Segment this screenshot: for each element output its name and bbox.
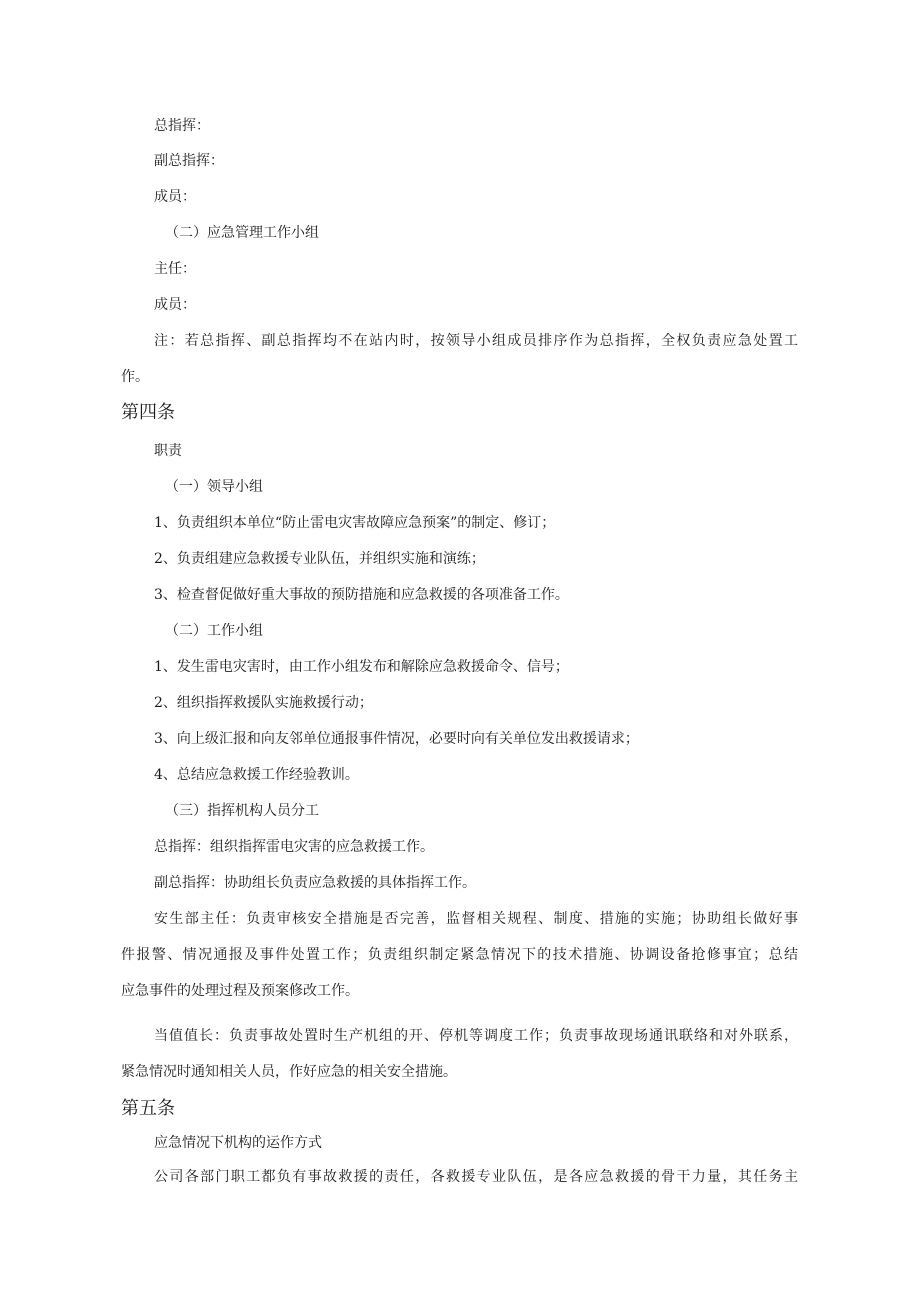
shift-leader-duty-line-1: 当值值长：负责事故处置时生产机组的开、停机等调度工作；负责事故现场通讯联络和对外联系， [154,1028,798,1044]
chief-duty: 总指挥：组织指挥雷电灾害的应急救援工作。 [154,839,434,855]
work-group-title: （二）工作小组 [165,623,263,639]
command-division-title: （三）指挥机构人员分工 [165,803,319,819]
article-5-heading: 第五条 [121,1098,175,1119]
leadership-item: 3、检查督促做好重大事故的预防措施和应急救援的各项准备工作。 [154,587,569,603]
leadership-group-title: （一）领导小组 [165,479,263,495]
members-label-2: 成员： [154,297,196,313]
safety-director-duty-line-3: 应急事件的处理过程及预案修改工作。 [121,983,359,999]
vice-chief-duty: 副总指挥：协助组长负责应急救援的具体指挥工作。 [154,875,476,891]
director-label: 主任： [154,261,196,277]
work-group-item: 3、向上级汇报和向友邻单位通报事件情况，必要时向有关单位发出救援请求； [154,731,639,747]
article-4-title: 职责 [154,443,182,459]
work-group-item: 4、总结应急救援工作经验教训。 [154,767,359,783]
safety-director-duty-line-2: 件报警、情况通报及事件处置工作；负责组织制定紧急情况下的技术措施、协调设备抢修事宜；总结 [121,947,798,963]
work-group-item: 1、发生雷电灾害时，由工作小组发布和解除应急救援命令、信号； [154,659,569,675]
safety-director-duty-line-1: 安生部主任：负责审核安全措施是否完善，监督相关规程、制度、措施的实施；协助组长做好事 [154,911,798,927]
leadership-item: 2、负责组建应急救援专业队伍，并组织实施和演练； [154,551,485,567]
vice-chief-label: 副总指挥： [154,153,224,169]
note-paragraph-line-1: 注：若总指挥、副总指挥均不在站内时，按领导小组成员排序作为总指挥，全权负责应急处置工 [154,333,798,349]
work-group-item: 2、组织指挥救援队实施救援行动； [154,695,373,711]
article-5-title: 应急情况下机构的运作方式 [154,1135,322,1151]
note-paragraph-line-2: 作。 [121,369,149,385]
leadership-item: 1、负责组织本单位“防止雷电灾害故障应急预案”的制定、修订； [154,515,556,531]
group2-title: （二）应急管理工作小组 [165,225,319,241]
chief-label: 总指挥： [154,118,210,134]
members-label: 成员： [154,189,196,205]
article-5-body-line-1: 公司各部门职工都负有事故救援的责任，各救援专业队伍，是各应急救援的骨干力量，其任务主 [154,1169,798,1185]
shift-leader-duty-line-2: 紧急情况时通知相关人员，作好应急的相关安全措施。 [121,1064,457,1080]
article-4-heading: 第四条 [121,402,175,423]
